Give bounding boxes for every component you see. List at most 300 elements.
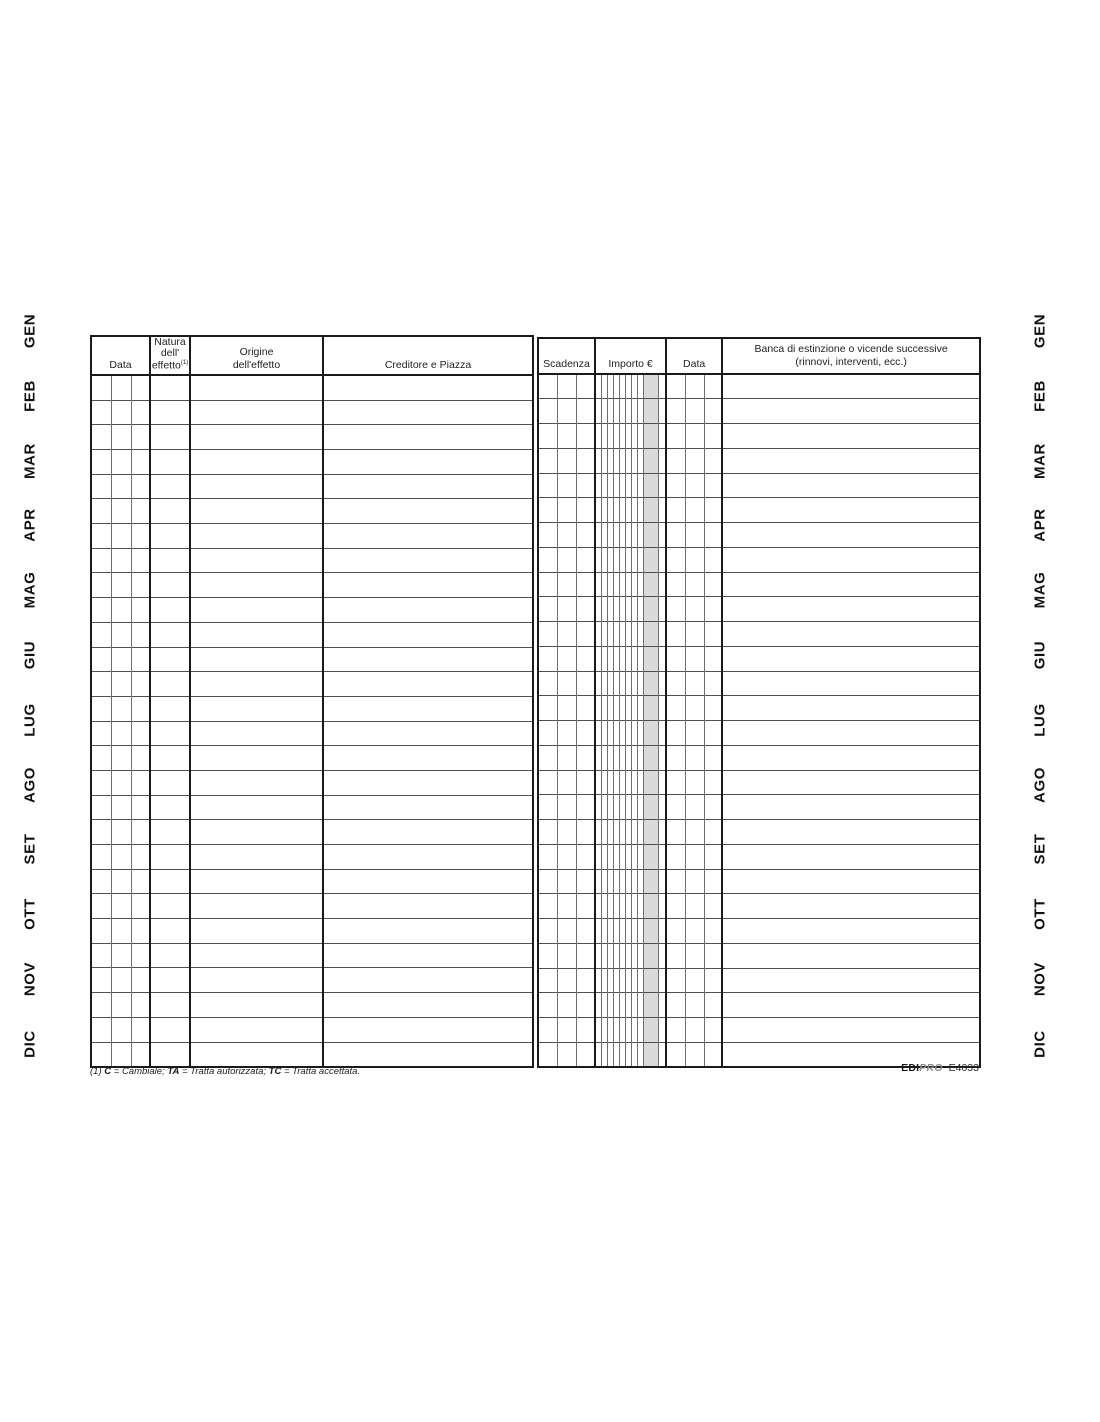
grid-cell	[111, 647, 131, 672]
grid-cell	[538, 597, 557, 622]
footnote-legend	[90, 1066, 550, 1077]
grid-cell	[557, 894, 576, 919]
grid-cell	[658, 844, 666, 869]
grid-cell	[323, 919, 533, 944]
grid-cell	[131, 1042, 150, 1067]
grid-cell	[91, 919, 111, 944]
grid-cell	[666, 424, 685, 449]
grid-cell	[557, 473, 576, 498]
grid-cell	[150, 943, 190, 968]
grid-cell	[131, 968, 150, 993]
header-data-right: Data	[666, 338, 722, 374]
grid-row	[91, 1042, 533, 1067]
grid-cell	[190, 746, 323, 771]
grid-cell	[111, 548, 131, 573]
grid-cell	[643, 968, 658, 993]
month-label-left-lug: LUG	[21, 703, 39, 737]
grid-cell	[722, 498, 980, 523]
grid-cell	[722, 671, 980, 696]
grid-cell	[190, 795, 323, 820]
grid-cell	[111, 499, 131, 524]
grid-row	[538, 572, 980, 597]
grid-cell	[685, 424, 704, 449]
grid-cell	[685, 622, 704, 647]
grid-cell	[150, 1042, 190, 1067]
grid-cell	[91, 1017, 111, 1042]
footnote-text: (1)	[90, 1066, 105, 1077]
grid-cell	[150, 795, 190, 820]
grid-cell	[643, 844, 658, 869]
grid-row	[538, 745, 980, 770]
grid-row	[91, 894, 533, 919]
grid-cell	[722, 646, 980, 671]
grid-cell	[722, 622, 980, 647]
grid-cell	[91, 993, 111, 1018]
grid-cell	[111, 820, 131, 845]
month-label-left-dic: DIC	[21, 1029, 39, 1058]
grid-cell	[722, 869, 980, 894]
grid-cell	[722, 968, 980, 993]
grid-cell	[666, 498, 685, 523]
grid-cell	[538, 1042, 557, 1067]
grid-cell	[704, 646, 722, 671]
grid-cell	[643, 993, 658, 1018]
grid-cell	[150, 622, 190, 647]
grid-cell	[131, 672, 150, 697]
grid-cell	[666, 374, 685, 399]
grid-row	[91, 499, 533, 524]
grid-row	[538, 671, 980, 696]
month-label-right-set: SET	[1031, 833, 1049, 865]
grid-cell	[557, 424, 576, 449]
month-label-left-nov: NOV	[21, 961, 39, 997]
grid-cell	[704, 547, 722, 572]
grid-cell	[111, 845, 131, 870]
grid-cell	[722, 523, 980, 548]
grid-cell	[576, 572, 595, 597]
grid-cell	[323, 1017, 533, 1042]
grid-row	[91, 400, 533, 425]
grid-cell	[557, 993, 576, 1018]
grid-cell	[111, 696, 131, 721]
grid-row	[91, 746, 533, 771]
grid-cell	[658, 1018, 666, 1043]
grid-cell	[323, 375, 533, 400]
grid-cell	[190, 820, 323, 845]
grid-row	[91, 820, 533, 845]
grid-cell	[538, 547, 557, 572]
grid-cell	[538, 498, 557, 523]
grid-row	[538, 844, 980, 869]
grid-cell	[111, 474, 131, 499]
grid-cell	[538, 646, 557, 671]
footnote-abbr: TC	[268, 1066, 282, 1077]
grid-cell	[111, 598, 131, 623]
grid-cell	[666, 622, 685, 647]
grid-cell	[190, 770, 323, 795]
month-label-left-giu: GIU	[21, 640, 39, 670]
grid-cell	[538, 919, 557, 944]
grid-cell	[91, 746, 111, 771]
grid-cell	[91, 400, 111, 425]
grid-cell	[557, 547, 576, 572]
grid-cell	[131, 622, 150, 647]
grid-cell	[150, 672, 190, 697]
grid-cell	[704, 572, 722, 597]
grid-cell	[150, 450, 190, 475]
grid-cell	[557, 696, 576, 721]
grid-cell	[722, 721, 980, 746]
grid-cell	[666, 646, 685, 671]
month-label-right-mar: MAR	[1031, 442, 1049, 479]
grid-cell	[91, 499, 111, 524]
grid-cell	[131, 1017, 150, 1042]
grid-cell	[150, 1017, 190, 1042]
grid-cell	[538, 993, 557, 1018]
grid-cell	[538, 844, 557, 869]
grid-cell	[704, 943, 722, 968]
grid-cell	[658, 523, 666, 548]
grid-cell	[111, 894, 131, 919]
month-label-left-feb: FEB	[21, 379, 39, 412]
grid-cell	[685, 473, 704, 498]
grid-cell	[557, 671, 576, 696]
month-label-right-ott: OTT	[1031, 898, 1049, 931]
grid-cell	[131, 869, 150, 894]
grid-cell	[704, 448, 722, 473]
grid-cell	[685, 572, 704, 597]
grid-cell	[91, 598, 111, 623]
grid-row	[91, 450, 533, 475]
grid-cell	[658, 919, 666, 944]
grid-cell	[190, 573, 323, 598]
grid-cell	[666, 597, 685, 622]
grid-cell	[557, 844, 576, 869]
grid-cell	[323, 524, 533, 549]
grid-cell	[643, 473, 658, 498]
grid-cell	[576, 399, 595, 424]
grid-cell	[91, 425, 111, 450]
grid-cell	[323, 499, 533, 524]
grid-cell	[190, 845, 323, 870]
grid-cell	[704, 597, 722, 622]
left-header-row	[91, 336, 533, 375]
grid-cell	[131, 943, 150, 968]
grid-cell	[190, 943, 323, 968]
grid-cell	[150, 869, 190, 894]
grid-cell	[111, 770, 131, 795]
grid-cell	[576, 968, 595, 993]
grid-cell	[576, 795, 595, 820]
grid-cell	[643, 696, 658, 721]
grid-cell	[557, 770, 576, 795]
grid-cell	[685, 1018, 704, 1043]
grid-cell	[91, 647, 111, 672]
grid-cell	[576, 498, 595, 523]
grid-row	[538, 770, 980, 795]
grid-cell	[722, 696, 980, 721]
grid-cell	[91, 1042, 111, 1067]
grid-cell	[643, 770, 658, 795]
grid-cell	[643, 572, 658, 597]
grid-cell	[557, 943, 576, 968]
grid-cell	[685, 894, 704, 919]
grid-row	[91, 721, 533, 746]
grid-cell	[704, 869, 722, 894]
grid-cell	[323, 795, 533, 820]
grid-cell	[685, 696, 704, 721]
grid-cell	[538, 671, 557, 696]
month-label-right-feb: FEB	[1031, 379, 1049, 412]
grid-row	[91, 474, 533, 499]
grid-cell	[150, 894, 190, 919]
grid-cell	[643, 547, 658, 572]
grid-cell	[323, 721, 533, 746]
grid-cell	[323, 400, 533, 425]
grid-row	[538, 424, 980, 449]
grid-cell	[538, 745, 557, 770]
grid-cell	[576, 721, 595, 746]
grid-row	[91, 647, 533, 672]
right-header-row	[538, 338, 980, 374]
grid-cell	[666, 547, 685, 572]
grid-row	[91, 869, 533, 894]
grid-cell	[323, 943, 533, 968]
grid-cell	[131, 548, 150, 573]
grid-cell	[722, 448, 980, 473]
grid-row	[91, 548, 533, 573]
month-label-right-gen: GEN	[1031, 313, 1049, 349]
grid-cell	[557, 795, 576, 820]
header-scadenza: Scadenza	[538, 338, 595, 374]
grid-cell	[91, 721, 111, 746]
month-label-left-mar: MAR	[21, 442, 39, 479]
grid-cell	[150, 474, 190, 499]
grid-cell	[150, 375, 190, 400]
grid-cell	[131, 524, 150, 549]
grid-cell	[658, 572, 666, 597]
grid-cell	[576, 424, 595, 449]
grid-cell	[704, 721, 722, 746]
brand-pro: PRO	[919, 1062, 943, 1074]
grid-cell	[666, 696, 685, 721]
grid-cell	[643, 745, 658, 770]
grid-cell	[91, 869, 111, 894]
grid-row	[538, 869, 980, 894]
grid-row	[91, 1017, 533, 1042]
grid-cell	[91, 672, 111, 697]
header-natura-effetto: Natura dell' effetto$^{(1)}$	[150, 336, 190, 375]
grid-cell	[111, 919, 131, 944]
grid-cell	[722, 597, 980, 622]
grid-cell	[190, 1042, 323, 1067]
grid-cell	[150, 770, 190, 795]
grid-cell	[111, 869, 131, 894]
grid-cell	[190, 375, 323, 400]
grid-cell	[91, 845, 111, 870]
grid-cell	[722, 894, 980, 919]
grid-cell	[131, 795, 150, 820]
grid-cell	[150, 721, 190, 746]
grid-cell	[643, 943, 658, 968]
grid-cell	[643, 795, 658, 820]
grid-cell	[538, 696, 557, 721]
footnote-abbr: TA	[167, 1066, 180, 1077]
grid-row	[91, 919, 533, 944]
grid-cell	[576, 745, 595, 770]
grid-cell	[722, 795, 980, 820]
grid-cell	[643, 498, 658, 523]
grid-cell	[658, 671, 666, 696]
grid-row	[91, 573, 533, 598]
grid-cell	[111, 721, 131, 746]
grid-row	[538, 646, 980, 671]
grid-row	[538, 597, 980, 622]
grid-cell	[685, 498, 704, 523]
grid-cell	[643, 523, 658, 548]
grid-cell	[576, 894, 595, 919]
grid-cell	[91, 770, 111, 795]
grid-cell	[722, 473, 980, 498]
grid-cell	[538, 795, 557, 820]
grid-row	[538, 498, 980, 523]
grid-cell	[704, 968, 722, 993]
grid-cell	[643, 919, 658, 944]
grid-cell	[91, 474, 111, 499]
grid-cell	[685, 399, 704, 424]
grid-cell	[538, 721, 557, 746]
grid-cell	[658, 547, 666, 572]
grid-cell	[557, 498, 576, 523]
grid-cell	[643, 1042, 658, 1067]
grid-cell	[111, 573, 131, 598]
grid-row	[91, 524, 533, 549]
grid-cell	[150, 968, 190, 993]
month-label-right-lug: LUG	[1031, 703, 1049, 737]
grid-cell	[666, 572, 685, 597]
grid-cell	[704, 844, 722, 869]
grid-cell	[150, 573, 190, 598]
footnote-abbr: C	[104, 1066, 112, 1077]
grid-cell	[643, 671, 658, 696]
grid-cell	[704, 919, 722, 944]
grid-row	[538, 993, 980, 1018]
grid-cell	[643, 721, 658, 746]
grid-cell	[131, 820, 150, 845]
grid-cell	[323, 573, 533, 598]
grid-cell	[538, 869, 557, 894]
grid-cell	[190, 450, 323, 475]
grid-row	[91, 943, 533, 968]
grid-row	[538, 1018, 980, 1043]
grid-cell	[685, 919, 704, 944]
grid-cell	[666, 721, 685, 746]
grid-cell	[323, 770, 533, 795]
grid-cell	[685, 844, 704, 869]
grid-cell	[643, 597, 658, 622]
grid-cell	[643, 424, 658, 449]
grid-cell	[658, 745, 666, 770]
grid-cell	[704, 473, 722, 498]
brand-mark	[859, 1062, 979, 1074]
grid-cell	[666, 919, 685, 944]
grid-cell	[658, 448, 666, 473]
grid-cell	[190, 968, 323, 993]
grid-cell	[150, 524, 190, 549]
grid-cell	[131, 746, 150, 771]
header-data-left: Data	[91, 336, 150, 375]
grid-cell	[666, 943, 685, 968]
grid-cell	[722, 374, 980, 399]
grid-cell	[704, 894, 722, 919]
month-label-right-giu: GIU	[1031, 640, 1049, 670]
grid-cell	[576, 597, 595, 622]
grid-cell	[576, 374, 595, 399]
grid-row	[538, 943, 980, 968]
grid-cell	[150, 820, 190, 845]
grid-cell	[323, 894, 533, 919]
grid-cell	[538, 424, 557, 449]
grid-cell	[685, 820, 704, 845]
grid-cell	[576, 943, 595, 968]
grid-cell	[323, 1042, 533, 1067]
grid-cell	[666, 770, 685, 795]
grid-cell	[323, 968, 533, 993]
grid-cell	[557, 1018, 576, 1043]
grid-cell	[190, 696, 323, 721]
grid-cell	[91, 573, 111, 598]
form-code: E4033	[948, 1062, 979, 1074]
month-label-left-gen: GEN	[21, 313, 39, 349]
grid-row	[538, 696, 980, 721]
grid-cell	[666, 869, 685, 894]
grid-cell	[190, 598, 323, 623]
grid-cell	[704, 399, 722, 424]
grid-row	[538, 448, 980, 473]
grid-cell	[576, 869, 595, 894]
grid-cell	[538, 523, 557, 548]
grid-cell	[131, 993, 150, 1018]
grid-cell	[323, 450, 533, 475]
grid-cell	[704, 1018, 722, 1043]
grid-cell	[704, 424, 722, 449]
grid-cell	[658, 622, 666, 647]
grid-cell	[643, 399, 658, 424]
grid-cell	[576, 646, 595, 671]
grid-cell	[557, 597, 576, 622]
grid-cell	[666, 820, 685, 845]
grid-row	[91, 993, 533, 1018]
grid-cell	[150, 400, 190, 425]
grid-cell	[666, 473, 685, 498]
grid-cell	[685, 721, 704, 746]
grid-cell	[190, 400, 323, 425]
grid-cell	[150, 499, 190, 524]
month-label-left-apr: APR	[21, 508, 39, 543]
grid-cell	[643, 448, 658, 473]
grid-cell	[150, 548, 190, 573]
grid-cell	[111, 795, 131, 820]
grid-cell	[722, 745, 980, 770]
grid-cell	[190, 548, 323, 573]
grid-cell	[323, 598, 533, 623]
footnote-text: = Tratta accettata.	[281, 1066, 361, 1077]
grid-cell	[658, 770, 666, 795]
header-creditore-piazza: Creditore e Piazza	[323, 336, 533, 375]
grid-row	[91, 795, 533, 820]
grid-cell	[704, 820, 722, 845]
grid-cell	[111, 1017, 131, 1042]
